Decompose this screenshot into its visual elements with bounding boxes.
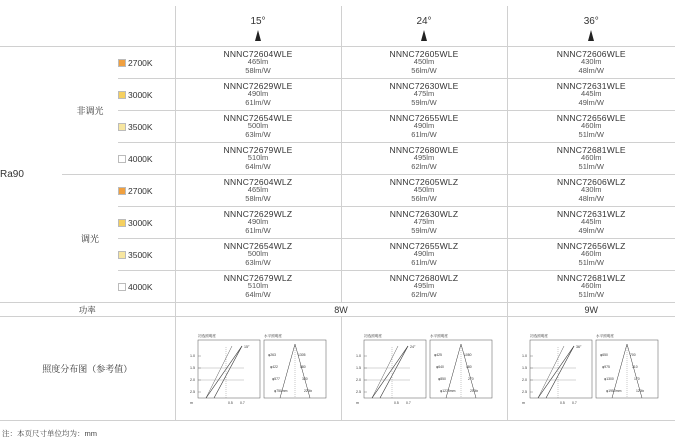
beam-diameter-label: φ425	[433, 352, 442, 357]
cct-cell	[118, 143, 175, 175]
efficacy-value: 56lm/W	[411, 193, 437, 203]
efficacy-value: 64lm/W	[245, 289, 271, 299]
lumen-value: 475lm	[413, 217, 435, 227]
model-cell	[507, 207, 675, 239]
model-number: NNNC72606WLE	[556, 48, 626, 59]
lumen-value: 500lm	[247, 249, 269, 259]
lumen-value: 430lm	[581, 57, 602, 67]
model-number: NNNC72680WLE	[389, 144, 459, 155]
model-cell	[341, 239, 507, 271]
cct-label: 3500K	[128, 121, 153, 132]
beam-diameter-label: φ422	[269, 364, 278, 369]
model-number: NNNC72630WLE	[389, 80, 459, 91]
lumen-value: 495lm	[413, 281, 435, 291]
model-number: NNNC72605WLZ	[389, 176, 459, 187]
cct-label: 3000K	[128, 217, 153, 228]
model-number: NNNC72656WLE	[556, 112, 626, 123]
model-cell	[175, 47, 341, 79]
y-tick-label: 1.5	[189, 365, 195, 370]
model-cell	[175, 207, 341, 239]
lux-value-label: 120lx	[635, 388, 644, 393]
model-number: NNNC72681WLE	[556, 144, 626, 155]
lumen-value: 490lm	[247, 217, 269, 227]
illuminance-diagram	[516, 332, 666, 410]
color-swatch	[118, 187, 126, 195]
model-number: NNNC72629WLZ	[223, 208, 293, 219]
model-number: NNNC72604WLE	[223, 48, 293, 59]
model-cell	[507, 175, 675, 207]
lumen-value: 460lm	[581, 249, 602, 259]
efficacy-value: 51lm/W	[578, 257, 604, 267]
model-cell	[175, 79, 341, 111]
x-unit-label: m	[189, 400, 193, 405]
efficacy-value: 61lm/W	[245, 97, 271, 107]
cct-cell	[118, 207, 175, 239]
right-diagram-title: 水平照明度	[429, 333, 448, 338]
y-tick-label: 1.5	[355, 365, 361, 370]
efficacy-value: 59lm/W	[411, 97, 437, 107]
cct-label: 3500K	[128, 249, 153, 260]
lumen-value: 490lm	[247, 89, 269, 99]
efficacy-value: 62lm/W	[411, 289, 437, 299]
y-tick-label: 2.5	[521, 389, 527, 394]
model-number: NNNC72630WLZ	[389, 208, 459, 219]
model-cell	[507, 79, 675, 111]
y-tick-label: 2.0	[189, 377, 195, 382]
lumen-value: 510lm	[247, 153, 269, 163]
lumen-value: 430lm	[581, 185, 602, 195]
model-number: NNNC72680WLZ	[389, 272, 459, 283]
group-label: 调光	[62, 175, 118, 303]
beam-angle-label: 24°	[409, 344, 415, 349]
x-unit-label: m	[355, 400, 359, 405]
y-tick-label: 2.5	[189, 389, 195, 394]
distribution-cell	[507, 317, 675, 421]
beam-diameter-label: φ650	[599, 352, 608, 357]
beam-diameter-label: φ1950mm	[605, 388, 621, 393]
illuminance-svg	[516, 332, 666, 410]
efficacy-value: 61lm/W	[411, 129, 437, 139]
cct-cell	[118, 111, 175, 143]
efficacy-value: 61lm/W	[411, 257, 437, 267]
efficacy-value: 64lm/W	[245, 161, 271, 171]
lumen-value: 510lm	[247, 281, 269, 291]
lumen-value: 500lm	[247, 121, 269, 131]
model-cell	[341, 207, 507, 239]
model-cell	[175, 143, 341, 175]
efficacy-value: 51lm/W	[578, 289, 604, 299]
efficacy-value: 62lm/W	[411, 161, 437, 171]
model-cell	[341, 175, 507, 207]
lumen-value: 490lm	[413, 249, 435, 259]
beam-diameter-label: φ577	[271, 376, 280, 381]
cct-label: 4000K	[128, 281, 153, 292]
model-cell	[341, 47, 507, 79]
model-cell	[341, 271, 507, 303]
illuminance-svg	[184, 332, 334, 410]
efficacy-value: 63lm/W	[245, 257, 271, 267]
color-swatch	[118, 123, 126, 131]
lumen-value: 465lm	[247, 185, 269, 195]
model-number: NNNC72655WLE	[389, 112, 459, 123]
beam-diameter-label: φ1275mm	[439, 388, 455, 393]
power-9w: 9W	[507, 303, 675, 317]
model-cell	[175, 175, 341, 207]
right-diagram-title: 水平照明度	[595, 333, 614, 338]
spec-row	[0, 175, 675, 207]
color-swatch	[118, 219, 126, 227]
lumen-value: 450lm	[413, 57, 435, 67]
left-diagram-title: 初选照明度	[197, 333, 216, 338]
lumen-value: 460lm	[581, 281, 602, 291]
y-tick-label: 2.5	[355, 389, 361, 394]
y-tick-label: 1.5	[521, 365, 527, 370]
scale-label: 0.5	[393, 400, 399, 405]
color-swatch	[118, 59, 126, 67]
model-number: NNNC72679WLE	[223, 144, 293, 155]
model-cell	[341, 111, 507, 143]
scale-label: 0.5	[227, 400, 233, 405]
y-tick-label: 2.0	[521, 377, 527, 382]
power-8w: 8W	[175, 303, 507, 317]
model-number: NNNC72681WLZ	[556, 272, 626, 283]
lumen-value: 465lm	[247, 57, 269, 67]
distribution-cell	[341, 317, 507, 421]
footnote: 注：本页尺寸单位均为：mm	[2, 429, 97, 438]
scale-label: 0.5	[559, 400, 565, 405]
lumen-value: 490lm	[413, 121, 435, 131]
beam-triangle-icon	[255, 30, 261, 41]
model-number: NNNC72654WLE	[223, 112, 293, 123]
model-number: NNNC72604WLZ	[223, 176, 293, 187]
lux-value-label: 170	[633, 376, 640, 381]
model-number: NNNC72679WLZ	[223, 272, 293, 283]
left-diagram-title: 初选照明度	[363, 333, 382, 338]
beam-triangle-icon	[588, 30, 594, 41]
beam-diameter-label: φ263	[267, 352, 276, 357]
y-tick-label: 1.0	[189, 353, 195, 358]
model-number: NNNC72655WLZ	[389, 240, 459, 251]
efficacy-value: 61lm/W	[245, 225, 271, 235]
cct-cell	[118, 271, 175, 303]
illuminance-svg	[350, 332, 500, 410]
color-swatch	[118, 283, 126, 291]
efficacy-value: 63lm/W	[245, 129, 271, 139]
beam-header-24: 24°	[341, 6, 507, 47]
spec-row	[0, 47, 675, 79]
scale-label: 0.7	[239, 400, 245, 405]
scale-label: 0.7	[405, 400, 411, 405]
left-diagram-title: 初选照明度	[529, 333, 548, 338]
lux-value-label: 330	[301, 376, 308, 381]
beam-header-36: 36°	[507, 6, 675, 47]
beam-diameter-label: φ750mm	[273, 388, 288, 393]
model-cell	[507, 271, 675, 303]
lumen-value: 445lm	[581, 89, 602, 99]
efficacy-value: 51lm/W	[578, 161, 604, 171]
lumen-value: 495lm	[413, 153, 435, 163]
beam-triangle-icon	[421, 30, 427, 41]
lumen-value: 445lm	[581, 217, 602, 227]
lumen-value: 460lm	[581, 121, 602, 131]
model-cell	[341, 143, 507, 175]
distribution-row	[0, 317, 675, 421]
cct-cell	[118, 79, 175, 111]
lux-value-label: 310	[631, 364, 638, 369]
lux-value-label: 700	[629, 352, 636, 357]
model-cell	[175, 271, 341, 303]
right-diagram-title: 水平照明度	[263, 333, 282, 338]
lux-value-label: 220lx	[303, 388, 312, 393]
cct-label: 3000K	[128, 89, 153, 100]
efficacy-value: 49lm/W	[578, 225, 604, 235]
scale-label: 0.7	[571, 400, 577, 405]
efficacy-value: 51lm/W	[578, 129, 604, 139]
beam-diameter-label: φ850	[437, 376, 446, 381]
model-number: NNNC72629WLE	[223, 80, 293, 91]
beam-angle-label: 15°	[243, 344, 249, 349]
model-cell	[507, 239, 675, 271]
cct-cell	[118, 47, 175, 79]
beam-angle-label: 36°	[575, 344, 581, 349]
model-cell	[341, 79, 507, 111]
efficacy-value: 48lm/W	[578, 65, 604, 75]
illuminance-diagram	[350, 332, 500, 410]
color-swatch	[118, 155, 126, 163]
efficacy-value: 59lm/W	[411, 225, 437, 235]
y-tick-label: 2.0	[355, 377, 361, 382]
illuminance-diagram	[184, 332, 334, 410]
efficacy-value: 58lm/W	[245, 193, 271, 203]
lux-value-label: 1080	[463, 352, 472, 357]
beam-header-row	[0, 6, 675, 47]
spec-table	[0, 6, 675, 421]
lumen-value: 475lm	[413, 89, 435, 99]
model-cell	[507, 111, 675, 143]
efficacy-value: 49lm/W	[578, 97, 604, 107]
y-tick-label: 1.0	[355, 353, 361, 358]
model-number: NNNC72606WLZ	[556, 176, 626, 187]
model-number: NNNC72654WLZ	[223, 240, 293, 251]
group-label: 非调光	[62, 47, 118, 175]
lux-value-label: 1305	[297, 352, 306, 357]
y-tick-label: 1.0	[521, 353, 527, 358]
cct-cell	[118, 239, 175, 271]
model-number: NNNC72656WLZ	[556, 240, 626, 251]
lux-value-label: 580	[299, 364, 306, 369]
distribution-cell	[175, 317, 341, 421]
model-number: NNNC72631WLZ	[556, 208, 626, 219]
model-cell	[507, 47, 675, 79]
efficacy-value: 56lm/W	[411, 65, 437, 75]
x-unit-label: m	[521, 400, 525, 405]
cct-label: 2700K	[128, 57, 153, 68]
color-swatch	[118, 91, 126, 99]
cct-label: 4000K	[128, 153, 153, 164]
model-cell	[175, 111, 341, 143]
beam-header-15: 15°	[175, 6, 341, 47]
lumen-value: 460lm	[581, 153, 602, 163]
lux-value-label: 480	[465, 364, 472, 369]
model-number: NNNC72631WLE	[556, 80, 626, 91]
lumen-value: 450lm	[413, 185, 435, 195]
power-row	[0, 303, 675, 317]
lux-value-label: 270	[467, 376, 474, 381]
color-swatch	[118, 251, 126, 259]
beam-diameter-label: φ1300	[603, 376, 614, 381]
ra-label: Ra90	[0, 47, 62, 303]
model-cell	[507, 143, 675, 175]
cct-cell	[118, 175, 175, 207]
beam-diameter-label: φ975	[601, 364, 610, 369]
model-number: NNNC72605WLE	[389, 48, 459, 59]
lux-value-label: 200lx	[469, 388, 478, 393]
beam-diameter-label: φ640	[435, 364, 444, 369]
power-label: 功率	[0, 303, 175, 317]
cct-label: 2700K	[128, 185, 153, 196]
distribution-label: 照度分布图（参考值）	[0, 317, 175, 421]
efficacy-value: 58lm/W	[245, 65, 271, 75]
model-cell	[175, 239, 341, 271]
efficacy-value: 48lm/W	[578, 193, 604, 203]
